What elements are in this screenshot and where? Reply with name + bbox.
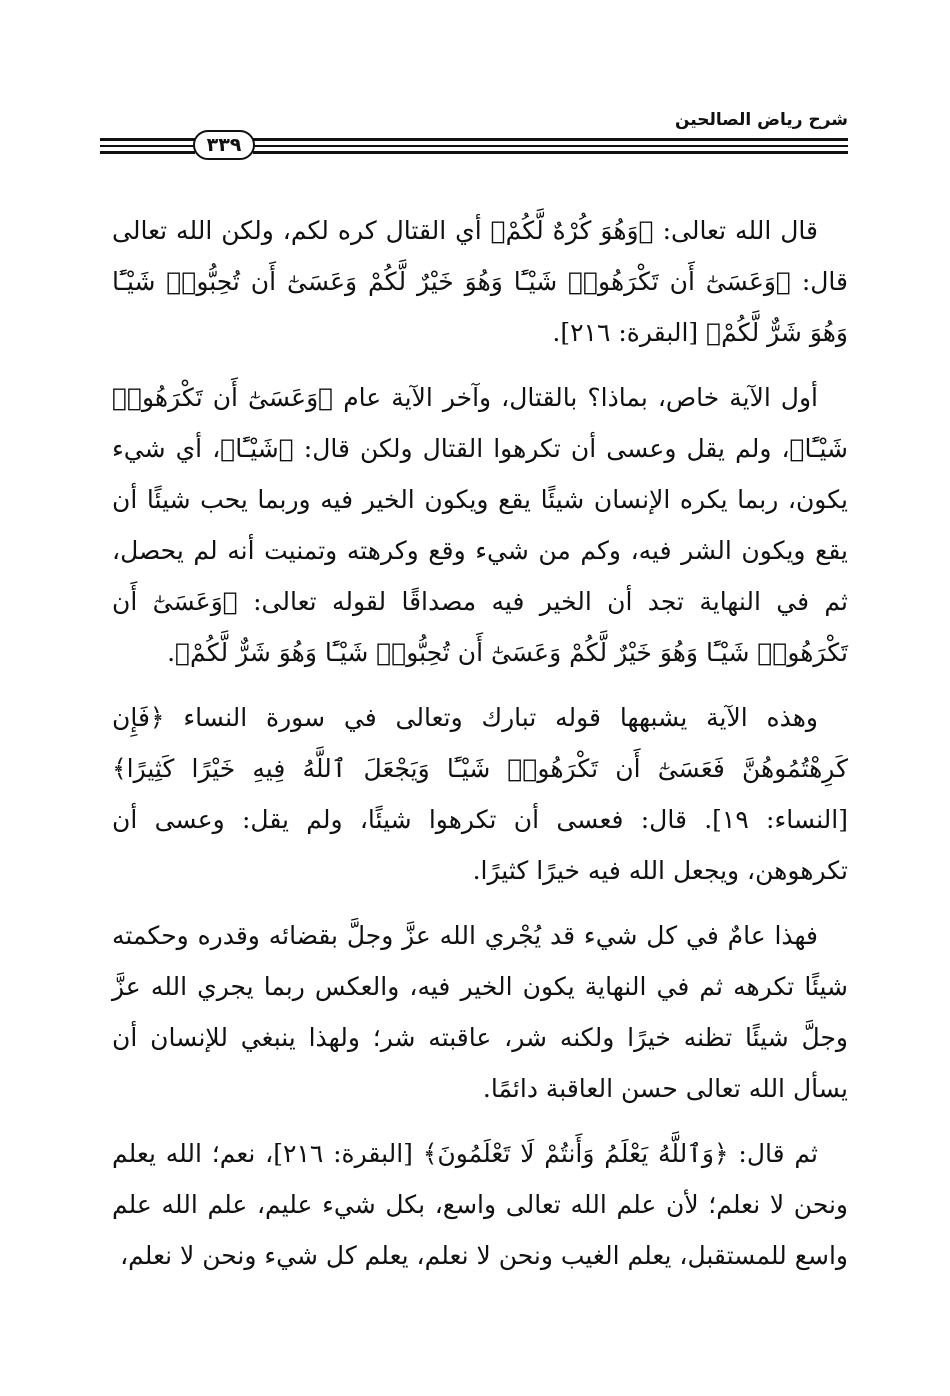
header-rule — [100, 138, 195, 141]
book-title: شرح رياض الصالحين — [674, 110, 848, 130]
header-rule — [253, 138, 848, 141]
paragraph-4: فهذا عامٌ في كل شيء قد يُجْري الله عزَّ وجلَّ بقضائه وقدره وحكمته شيئًا تكرهه ثم في النهاية يكون الخير فيه، والعكس ربما يجري الله عزَّ وجلَّ شيئًا تظنه خيرًا ولكنه شر، عاقبته شر؛ ولهذا ينبغي للإنسان أن يسأل الله تعالى حسن العاقبة دائمًا. — [112, 921, 848, 1103]
page-body — [112, 205, 848, 1295]
paragraph-1: قال الله تعالى: ﴿وَهُوَ كُرْهٌ لَّكُمْ﴾ أي القتال كره لكم، ولكن الله تعالى قال: ﴿وَعَسَىٰٓ أَن تَكْرَهُوا۟ شَيْـًٔا وَهُوَ خَيْرٌ لَّكُمْ وَعَسَىٰٓ أَن تُحِبُّوا۟ شَيْـًٔا وَهُوَ شَرٌّ لَّكُمْ﴾ [البقرة: ٢١٦]. — [112, 216, 848, 347]
header-rule — [253, 145, 848, 147]
paragraph-3: وهذه الآية يشبهها قوله تبارك وتعالى في سورة النساء ﴿فَإِن كَرِهْتُمُوهُنَّ فَعَسَىٰٓ أَن تَكْرَهُوا۟ شَيْـًٔا وَيَجْعَلَ ٱللَّهُ فِيهِ خَيْرًا كَثِيرًا﴾ [النساء: ١٩]. قال: فعسى أن تكرهوا شيئًا، ولم يقل: وعسى أن تكرهوهن، ويجعل الله فيه خيرًا كثيرًا. — [112, 703, 848, 885]
paragraph-5: ثم قال: ﴿وَٱللَّهُ يَعْلَمُ وَأَنتُمْ لَا تَعْلَمُونَ﴾ [البقرة: ٢١٦]، نعم؛ الله يعلم ونحن لا نعلم؛ لأن علم الله تعالى واسع، بكل شيء عليم، علم الله علم واسع للمستقبل، يعلم الغيب ونحن لا نعلم، يعلم كل شيء ونحن لا نعلم، — [112, 1139, 848, 1270]
header-rule — [100, 151, 195, 154]
paragraph-2: أول الآية خاص، بماذا؟ بالقتال، وآخر الآية عام ﴿وَعَسَىٰٓ أَن تَكْرَهُوا۟ شَيْـًٔا﴾، ولم يقل وعسى أن تكرهوا القتال ولكن قال: ﴿شَيْـًٔا﴾، أي شيء يكون، ربما يكره الإنسان شيئًا يقع ويكون الخير فيه وربما يحب شيئًا أن يقع ويكون الشر فيه، وكم من شيء وقع وكرهته وتمنيت أنه لم يحصل، ثم في النهاية تجد أن الخير فيه مصداقًا لقوله تعالى: ﴿وَعَسَىٰٓ أَن تَكْرَهُوا۟ شَيْـًٔا وَهُوَ خَيْرٌ لَّكُمْ وَعَسَىٰٓ أَن تُحِبُّوا۟ شَيْـًٔا وَهُوَ شَرٌّ لَّكُمْ﴾. — [112, 383, 848, 667]
page-number: ٣٣٩ — [193, 130, 255, 160]
page-header — [100, 108, 848, 168]
header-rule — [100, 145, 195, 147]
header-rule — [253, 151, 848, 154]
